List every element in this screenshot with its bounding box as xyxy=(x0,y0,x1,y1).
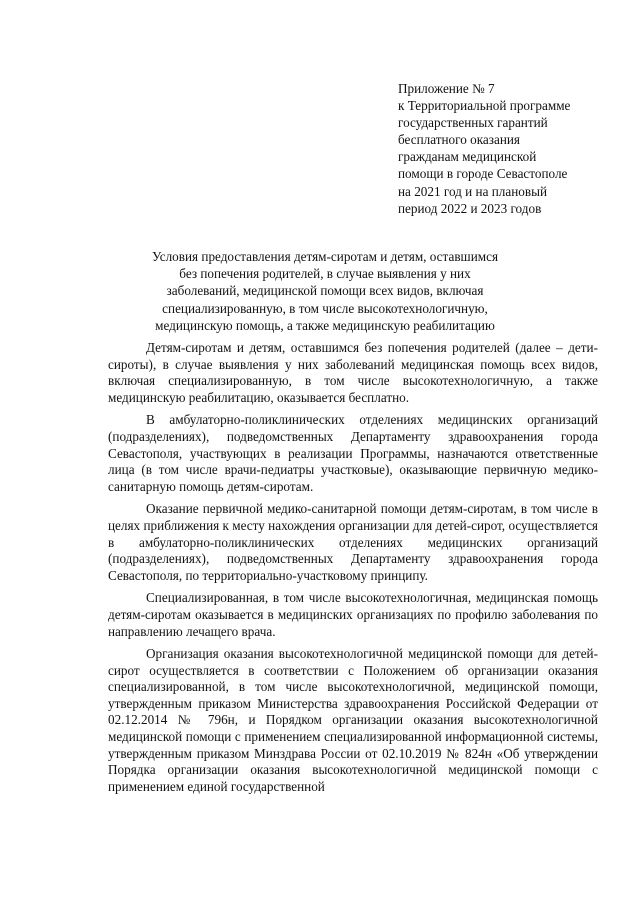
appendix-line: бесплатного оказания xyxy=(398,132,521,148)
body-paragraph: Организация оказания высокотехнологичной медицинской помощи для детей-сирот осуществляется в соответствии с Положением об организации оказания специализированной, в том числе высокотехнологичной, медицинской помощи, утвержденным приказом Министерства здравоохранения Российской Федерации от 02.12.2014 № 796н, и Порядком организации оказания высокотехнологичной медицинской помощи с применением специализированной информационной системы, утвержденным приказом Минздрава России от 02.10.2019 № 824н «Об утверждении Порядка организации оказания высокотехнологичной медицинской помощи с применением единой государственной xyxy=(108,646,598,794)
appendix-line: Приложение № 7 xyxy=(398,81,495,96)
document-body xyxy=(108,340,598,801)
title-line: без попечения родителей, в случае выявления у них xyxy=(179,266,471,282)
title-line: специализированную, в том числе высокотехнологичную, xyxy=(162,300,488,316)
document-title xyxy=(60,248,590,334)
appendix-line: на 2021 год и на плановый xyxy=(398,183,548,199)
body-paragraph: В амбулаторно-поликлинических отделениях медицинских организаций (подразделениях), подведомственных Департаменту здравоохранения города Севастополя, участвующих в реализации Программы, назначаются ответственные лица (в том числе врачи-педиатры участковые), оказывающие первичную медико-санитарную помощь детям-сиротам. xyxy=(108,412,598,494)
title-line: медицинскую помощь, а также медицинскую реабилитацию xyxy=(155,317,495,333)
appendix-line: к Территориальной программе xyxy=(398,98,571,114)
appendix-header xyxy=(398,80,628,217)
body-paragraph: Специализированная, в том числе высокотехнологичная, медицинская помощь детям-сиротам оказывается в медицинских организациях по профилю заболевания по направлению лечащего врача. xyxy=(108,590,598,639)
appendix-line: гражданам медицинской xyxy=(398,149,537,165)
appendix-line: помощи в городе Севастополе xyxy=(398,166,568,182)
appendix-line: период 2022 и 2023 годов xyxy=(398,200,542,216)
appendix-line: государственных гарантий xyxy=(398,115,548,131)
title-line: заболеваний, медицинской помощи всех видов, включая xyxy=(166,283,484,299)
body-paragraph: Детям-сиротам и детям, оставшимся без попечения родителей (далее – дети-сироты), в случае выявления у них заболеваний медицинская помощь всех видов, включая специализированную, в том числе высокотехнологичную, а также медицинскую реабилитацию, оказывается бесплатно. xyxy=(108,340,598,405)
title-line: Условия предоставления детям-сиротам и детям, оставшимся xyxy=(151,249,499,264)
body-paragraph: Оказание первичной медико-санитарной помощи детям-сиротам, в том числе в целях приближения к месту нахождения организации для детей-сирот, осуществляется в амбулаторно-поликлинических отделениях медицинских организаций (подразделениях), подведомственных Департаменту здравоохранения города Севастополя, по территориально-участковому принципу. xyxy=(108,501,598,583)
